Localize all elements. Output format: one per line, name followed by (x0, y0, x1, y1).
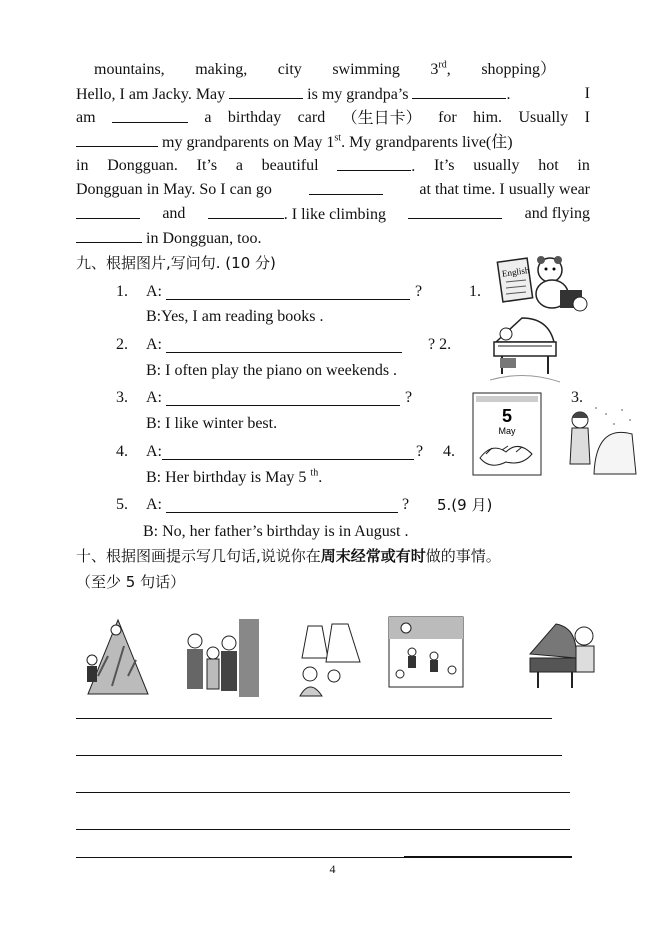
blank-5[interactable] (337, 154, 411, 171)
writing-line-5-bold (404, 856, 572, 858)
passage-line-2: am a birthday card （生日卡） for him. Usually I (76, 108, 590, 127)
section-10-title: 十、根据图画提示写几句话,说说你在周末经常或有时做的事情。 (76, 547, 501, 565)
dresses-picture (292, 618, 366, 698)
passage-line-6: and . I like climbing and flying (76, 202, 590, 227)
blank-4[interactable] (76, 130, 158, 147)
q3-answer: B: I like winter best. (146, 415, 278, 432)
q5-answer-line[interactable] (166, 512, 398, 513)
blank-6[interactable] (309, 178, 383, 195)
q4-answer: B: Her birthday is May 5 $^{th}$. (146, 467, 323, 486)
passage-line-4: in Dongguan. It’s a beautiful . It’s usually hot in (76, 154, 590, 179)
q2-mark: ? 2. (428, 336, 452, 353)
page-number: 4 (329, 862, 336, 876)
q2-answer-line[interactable] (166, 352, 402, 353)
blank-8[interactable] (208, 202, 284, 219)
blank-1[interactable] (229, 82, 303, 99)
writing-line-3[interactable] (76, 792, 570, 793)
blank-9[interactable] (408, 202, 502, 219)
q4-picture-label: 4. (443, 443, 455, 460)
word-swimming: swimming (332, 61, 400, 78)
q2-a-label: A: (146, 336, 162, 353)
football-picture (388, 616, 464, 688)
q3-a-label: A: (146, 389, 162, 406)
q1-picture-label: 1. (469, 283, 481, 300)
blank-2[interactable] (412, 82, 506, 99)
q5-mark: ? (402, 496, 410, 513)
word-shopping: shopping） (481, 61, 556, 78)
climbing-picture (78, 616, 150, 696)
word-city: city (277, 61, 302, 78)
word-mountains: mountains, (94, 61, 165, 78)
q3-num: 3. (116, 389, 128, 406)
family-shopping-picture (183, 619, 259, 699)
word-third: 3rd, (430, 59, 451, 78)
q5-num: 5. (116, 496, 128, 513)
q4-a-label: A: (146, 443, 162, 460)
q1-answer: B:Yes, I am reading books . (146, 308, 324, 325)
section-10-subtitle: （至少 5 句话） (76, 573, 186, 591)
passage-line-1: Hello, I am Jacky. May is my grandpa’s . I (76, 82, 590, 107)
q3-answer-line[interactable] (166, 405, 400, 406)
blank-10[interactable] (76, 226, 142, 243)
piano-player-picture (526, 618, 600, 692)
svg-text:English: English (501, 264, 530, 279)
bear-reading-picture (494, 250, 594, 314)
q1-a-label: A: (146, 283, 162, 300)
q2-answer: B: I often play the piano on weekends . (146, 362, 398, 379)
svg-text:5: 5 (501, 406, 513, 426)
writing-line-4[interactable] (76, 829, 570, 830)
q2-num: 2. (116, 336, 128, 353)
winter-girl-picture (566, 404, 638, 476)
word-bank (94, 58, 556, 82)
q1-mark: ? (415, 283, 423, 300)
q5-picture-label: 5.(9 月) (437, 496, 493, 514)
q4-answer-line[interactable] (162, 459, 414, 460)
blank-7[interactable] (76, 202, 140, 219)
passage-line-7: in Dongguan, too. (76, 226, 590, 251)
section-9-title: 九、根据图片,写问句. (10 分) (76, 254, 276, 272)
passage-line-3: my grandparents on May 1st. My grandparents live(住) (76, 130, 590, 155)
q5-a-label: A: (146, 496, 162, 513)
q4-mark: ? (416, 443, 424, 460)
q1-answer-line[interactable] (166, 299, 410, 300)
writing-line-1[interactable] (76, 718, 552, 719)
blank-3[interactable] (112, 106, 188, 123)
calendar-picture (472, 392, 542, 476)
q3-picture-label: 3. (571, 389, 583, 406)
q3-mark: ? (405, 389, 413, 406)
passage-line-5: Dongguan in May. So I can go at that time. I usually wear (76, 178, 590, 202)
q5-answer: B: No, her father’s birthday is in August . (143, 523, 409, 540)
writing-line-2[interactable] (76, 755, 562, 756)
word-making: making, (195, 61, 248, 78)
q1-num: 1. (116, 283, 128, 300)
q4-num: 4. (116, 443, 128, 460)
svg-text:May: May (498, 426, 516, 436)
piano-picture (488, 312, 562, 388)
